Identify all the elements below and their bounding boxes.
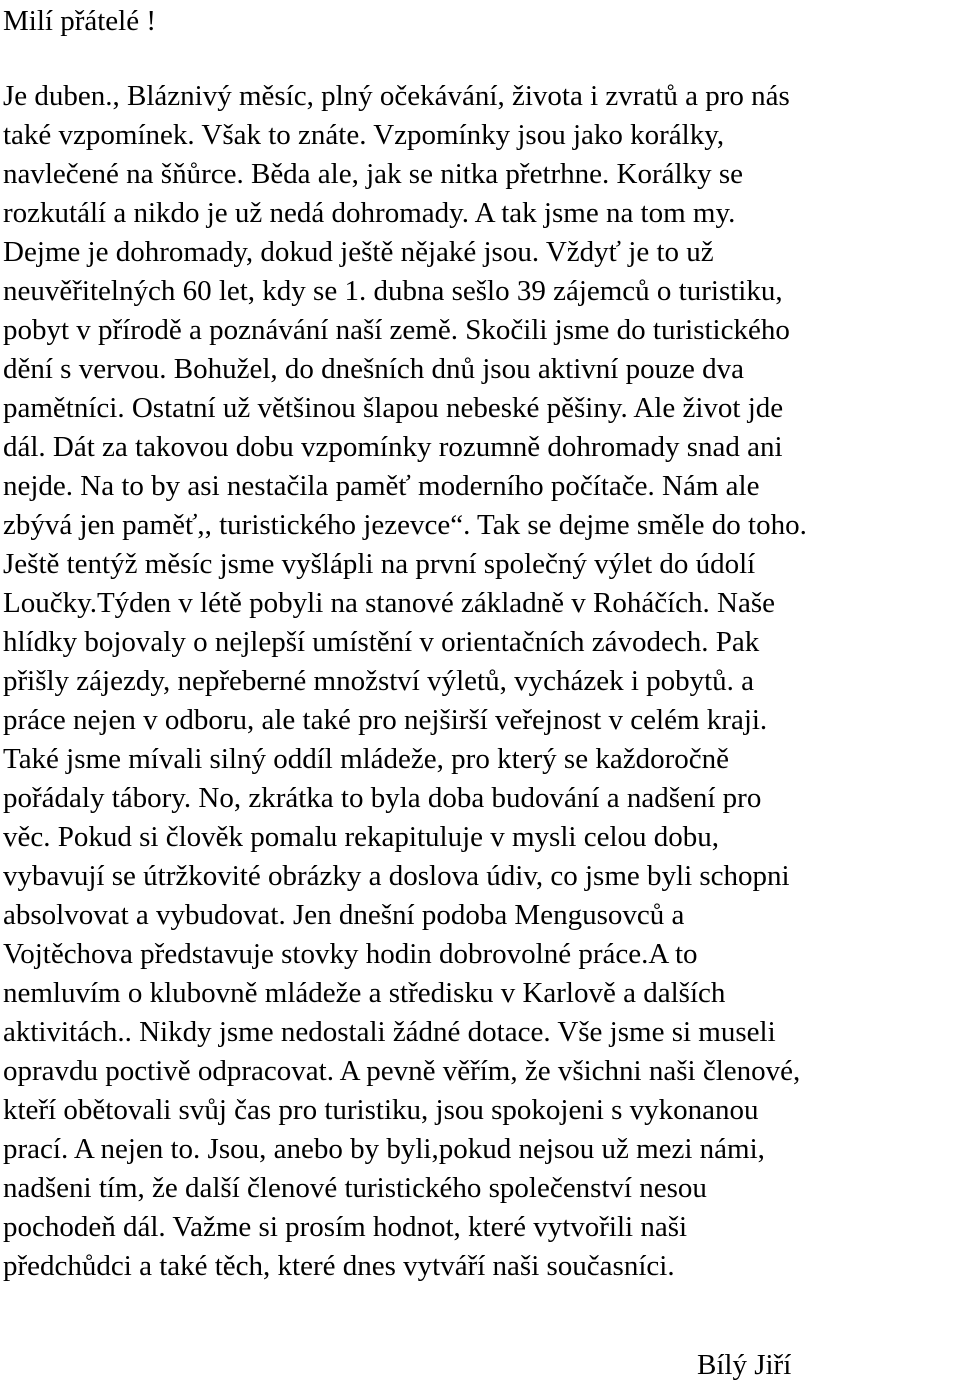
- body-line: Ještě tentýž měsíc jsme vyšlápli na první společný výlet do údolí: [3, 548, 756, 580]
- body-line: prací. A nejen to. Jsou, anebo by byli,pokud nejsou už mezi námi,: [3, 1133, 765, 1165]
- body-line: kteří obětovali svůj čas pro turistiku, jsou spokojeni s vykonanou: [3, 1094, 759, 1126]
- body-line: věc. Pokud si člověk pomalu rekapituluje v mysli celou dobu,: [3, 821, 720, 853]
- body-line: dál. Dát za takovou dobu vzpomínky rozumně dohromady snad ani: [3, 431, 783, 463]
- body-line: nemluvím o klubovně mládeže a středisku v Karlově a dalších: [3, 977, 726, 1009]
- body-line: dění s vervou. Bohužel, do dnešních dnů jsou aktivní pouze dva: [3, 353, 744, 385]
- body-line: také vzpomínek. Však to znáte. Vzpomínky jsou jako korálky,: [3, 119, 725, 151]
- body-line: rozkutálí a nikdo je už nedá dohromady. A tak jsme na tom my.: [3, 197, 736, 229]
- body-line: předchůdci a také těch, které dnes vytváří naši současníci.: [3, 1250, 675, 1282]
- body-line: Dejme je dohromady, dokud ještě nějaké jsou. Vždyť je to už: [3, 236, 714, 268]
- body-line: pochodeň dál. Važme si prosím hodnot, které vytvořili naši: [3, 1211, 688, 1243]
- body-line: zbývá jen paměť,, turistického jezevce“. Tak se dejme směle do toho.: [3, 509, 807, 541]
- body-line: Vojtěchova představuje stovky hodin dobrovolné práce.A to: [3, 938, 698, 970]
- body-line: Je duben., Bláznivý měsíc, plný očekávání, života i zvratů a pro nás: [3, 80, 790, 112]
- body-line: práce nejen v odboru, ale také pro nejširší veřejnost v celém kraji.: [3, 704, 768, 736]
- body-line: absolvovat a vybudovat. Jen dnešní podoba Mengusovců a: [3, 899, 685, 931]
- body-line: Loučky.Týden v létě pobyli na stanové základně v Roháčích. Naše: [3, 587, 775, 619]
- letter-greeting: Milí přátelé !: [3, 5, 157, 37]
- body-line: navlečené na šňůrce. Běda ale, jak se nitka přetrhne. Korálky se: [3, 158, 743, 190]
- body-line: vybavují se útržkovité obrázky a doslova údiv, co jsme byli schopni: [3, 860, 790, 892]
- body-line: nadšeni tím, že další členové turistického společenství nesou: [3, 1172, 707, 1204]
- body-line: opravdu poctivě odpracovat. A pevně věřím, že všichni naši členové,: [3, 1055, 801, 1087]
- body-line: hlídky bojovaly o nejlepší umístění v orientačních závodech. Pak: [3, 626, 760, 658]
- body-line: neuvěřitelných 60 let, kdy se 1. dubna sešlo 39 zájemců o turistiku,: [3, 275, 783, 307]
- body-line: aktivitách.. Nikdy jsme nedostali žádné dotace. Vše jsme si museli: [3, 1016, 776, 1048]
- body-line: přišly zájezdy, nepřeberné množství výletů, vycházek i pobytů. a: [3, 665, 755, 697]
- body-line: pořádaly tábory. No, zkrátka to byla doba budování a nadšení pro: [3, 782, 762, 814]
- letter-signature: Bílý Jiří: [697, 1349, 792, 1381]
- body-line: pamětníci. Ostatní už většinou šlapou nebeské pěšiny. Ale život jde: [3, 392, 784, 424]
- body-line: pobyt v přírodě a poznávání naší země. Skočili jsme do turistického: [3, 314, 790, 346]
- body-line: nejde. Na to by asi nestačila paměť moderního počítače. Nám ale: [3, 470, 760, 502]
- body-line: Také jsme mívali silný oddíl mládeže, pro který se každoročně: [3, 743, 729, 775]
